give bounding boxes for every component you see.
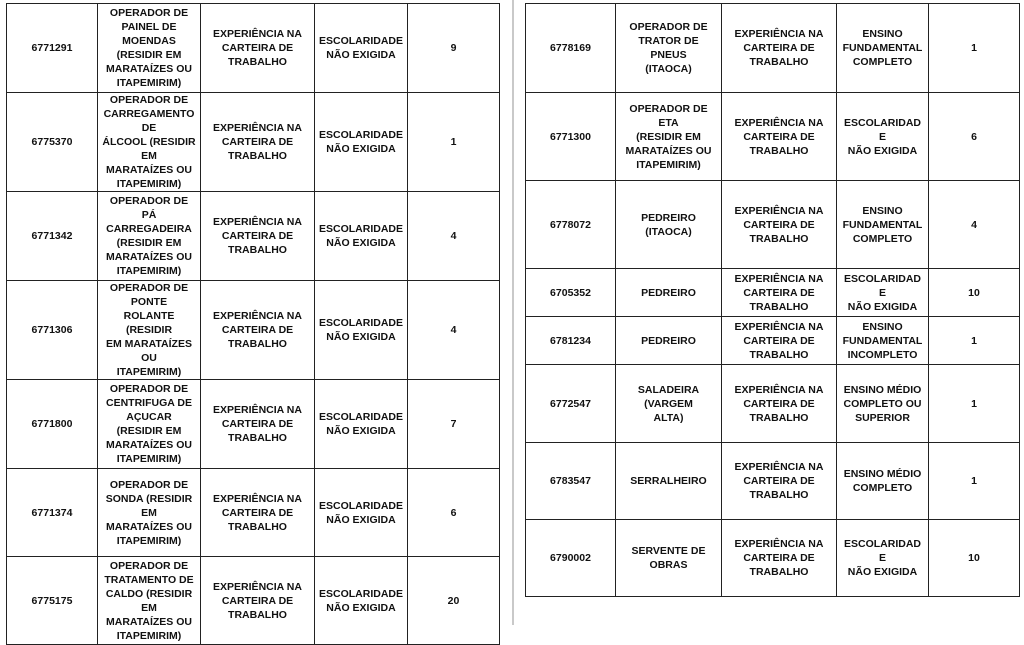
- job-requirement: EXPERIÊNCIA NA CARTEIRA DE TRABALHO: [722, 269, 837, 317]
- table-row: [526, 443, 1020, 520]
- job-vacancies: 10: [929, 520, 1020, 597]
- job-title: OPERADOR DE PONTE ROLANTE (RESIDIR EM MARATAÍZES OU ITAPEMIRIM): [98, 281, 201, 380]
- job-code: 6771800: [7, 380, 98, 469]
- job-title: SERVENTE DE OBRAS: [616, 520, 722, 597]
- job-vacancies: 4: [408, 281, 500, 380]
- job-vacancies: 6: [929, 93, 1020, 181]
- job-requirement: EXPERIÊNCIA NA CARTEIRA DE TRABALHO: [722, 181, 837, 269]
- job-code: 6771291: [7, 4, 98, 93]
- job-code: 6778169: [526, 4, 616, 93]
- job-education: ENSINO FUNDAMENTAL COMPLETO: [837, 181, 929, 269]
- job-education: ENSINO MÉDIO COMPLETO OU SUPERIOR: [837, 365, 929, 443]
- job-requirement: EXPERIÊNCIA NA CARTEIRA DE TRABALHO: [722, 4, 837, 93]
- table-row: [526, 269, 1020, 317]
- job-education: ESCOLARIDADE NÃO EXIGIDA: [315, 281, 408, 380]
- job-title: OPERADOR DE PAINEL DE MOENDAS (RESIDIR EM MARATAÍZES OU ITAPEMIRIM): [98, 4, 201, 93]
- table-row: [7, 380, 500, 469]
- job-vacancies: 1: [929, 317, 1020, 365]
- job-requirement: EXPERIÊNCIA NA CARTEIRA DE TRABALHO: [201, 93, 315, 192]
- job-requirement: EXPERIÊNCIA NA CARTEIRA DE TRABALHO: [201, 4, 315, 93]
- table-row: [7, 281, 500, 380]
- job-vacancies: 9: [408, 4, 500, 93]
- job-code: 6771374: [7, 469, 98, 557]
- table-row: [7, 557, 500, 645]
- job-vacancies: 10: [929, 269, 1020, 317]
- table-row: [526, 365, 1020, 443]
- job-requirement: EXPERIÊNCIA NA CARTEIRA DE TRABALHO: [722, 365, 837, 443]
- job-education: ESCOLARIDADE NÃO EXIGIDA: [315, 469, 408, 557]
- table-row: [526, 317, 1020, 365]
- job-table-left: [6, 3, 500, 645]
- job-title: OPERADOR DE ETA (RESIDIR EM MARATAÍZES OU ITAPEMIRIM): [616, 93, 722, 181]
- table-row: [7, 192, 500, 281]
- job-table-right: [525, 3, 1020, 597]
- job-requirement: EXPERIÊNCIA NA CARTEIRA DE TRABALHO: [201, 192, 315, 281]
- job-title: OPERADOR DE CARREGAMENTO DE ÁLCOOL (RESIDIR EM MARATAÍZES OU ITAPEMIRIM): [98, 93, 201, 192]
- job-requirement: EXPERIÊNCIA NA CARTEIRA DE TRABALHO: [722, 443, 837, 520]
- job-code: 6790002: [526, 520, 616, 597]
- job-code: 6781234: [526, 317, 616, 365]
- job-requirement: EXPERIÊNCIA NA CARTEIRA DE TRABALHO: [722, 520, 837, 597]
- job-vacancies: 1: [929, 4, 1020, 93]
- job-vacancies: 6: [408, 469, 500, 557]
- table-row: [526, 181, 1020, 269]
- job-code: 6705352: [526, 269, 616, 317]
- job-requirement: EXPERIÊNCIA NA CARTEIRA DE TRABALHO: [201, 557, 315, 645]
- job-education: ESCOLARIDADE NÃO EXIGIDA: [837, 269, 929, 317]
- table-row: [7, 469, 500, 557]
- job-education: ESCOLARIDADE NÃO EXIGIDA: [837, 93, 929, 181]
- job-requirement: EXPERIÊNCIA NA CARTEIRA DE TRABALHO: [722, 93, 837, 181]
- job-title: OPERADOR DE TRATOR DE PNEUS (ITAOCA): [616, 4, 722, 93]
- job-code: 6771300: [526, 93, 616, 181]
- table-row: [526, 4, 1020, 93]
- job-education: ESCOLARIDADE NÃO EXIGIDA: [837, 520, 929, 597]
- job-code: 6775370: [7, 93, 98, 192]
- job-vacancies: 4: [408, 192, 500, 281]
- job-education: ESCOLARIDADE NÃO EXIGIDA: [315, 557, 408, 645]
- job-title: OPERADOR DE CENTRIFUGA DE AÇUCAR (RESIDIR EM MARATAÍZES OU ITAPEMIRIM): [98, 380, 201, 469]
- job-education: ESCOLARIDADE NÃO EXIGIDA: [315, 93, 408, 192]
- job-title: SALADEIRA (VARGEM ALTA): [616, 365, 722, 443]
- job-education: ENSINO MÉDIO COMPLETO: [837, 443, 929, 520]
- table-row: [7, 93, 500, 192]
- job-vacancies: 1: [408, 93, 500, 192]
- job-vacancies: 7: [408, 380, 500, 469]
- job-requirement: EXPERIÊNCIA NA CARTEIRA DE TRABALHO: [722, 317, 837, 365]
- job-title: PEDREIRO: [616, 269, 722, 317]
- job-title: SERRALHEIRO: [616, 443, 722, 520]
- job-code: 6778072: [526, 181, 616, 269]
- job-title: PEDREIRO: [616, 317, 722, 365]
- job-vacancies: 20: [408, 557, 500, 645]
- job-education: ENSINO FUNDAMENTAL COMPLETO: [837, 4, 929, 93]
- job-title: PEDREIRO (ITAOCA): [616, 181, 722, 269]
- job-code: 6771306: [7, 281, 98, 380]
- job-title: OPERADOR DE SONDA (RESIDIR EM MARATAÍZES OU ITAPEMIRIM): [98, 469, 201, 557]
- job-code: 6783547: [526, 443, 616, 520]
- table-row: [526, 520, 1020, 597]
- job-code: 6771342: [7, 192, 98, 281]
- job-education: ENSINO FUNDAMENTAL INCOMPLETO: [837, 317, 929, 365]
- table-row: [526, 93, 1020, 181]
- job-education: ESCOLARIDADE NÃO EXIGIDA: [315, 192, 408, 281]
- job-vacancies: 1: [929, 443, 1020, 520]
- job-requirement: EXPERIÊNCIA NA CARTEIRA DE TRABALHO: [201, 469, 315, 557]
- job-requirement: EXPERIÊNCIA NA CARTEIRA DE TRABALHO: [201, 380, 315, 469]
- job-education: ESCOLARIDADE NÃO EXIGIDA: [315, 380, 408, 469]
- job-education: ESCOLARIDADE NÃO EXIGIDA: [315, 4, 408, 93]
- job-title: OPERADOR DE PÁ CARREGADEIRA (RESIDIR EM MARATAÍZES OU ITAPEMIRIM): [98, 192, 201, 281]
- job-vacancies: 4: [929, 181, 1020, 269]
- job-title: OPERADOR DE TRATAMENTO DE CALDO (RESIDIR EM MARATAÍZES OU ITAPEMIRIM): [98, 557, 201, 645]
- page-separator: [512, 0, 514, 625]
- job-vacancies: 1: [929, 365, 1020, 443]
- job-code: 6772547: [526, 365, 616, 443]
- table-row: [7, 4, 500, 93]
- job-code: 6775175: [7, 557, 98, 645]
- job-requirement: EXPERIÊNCIA NA CARTEIRA DE TRABALHO: [201, 281, 315, 380]
